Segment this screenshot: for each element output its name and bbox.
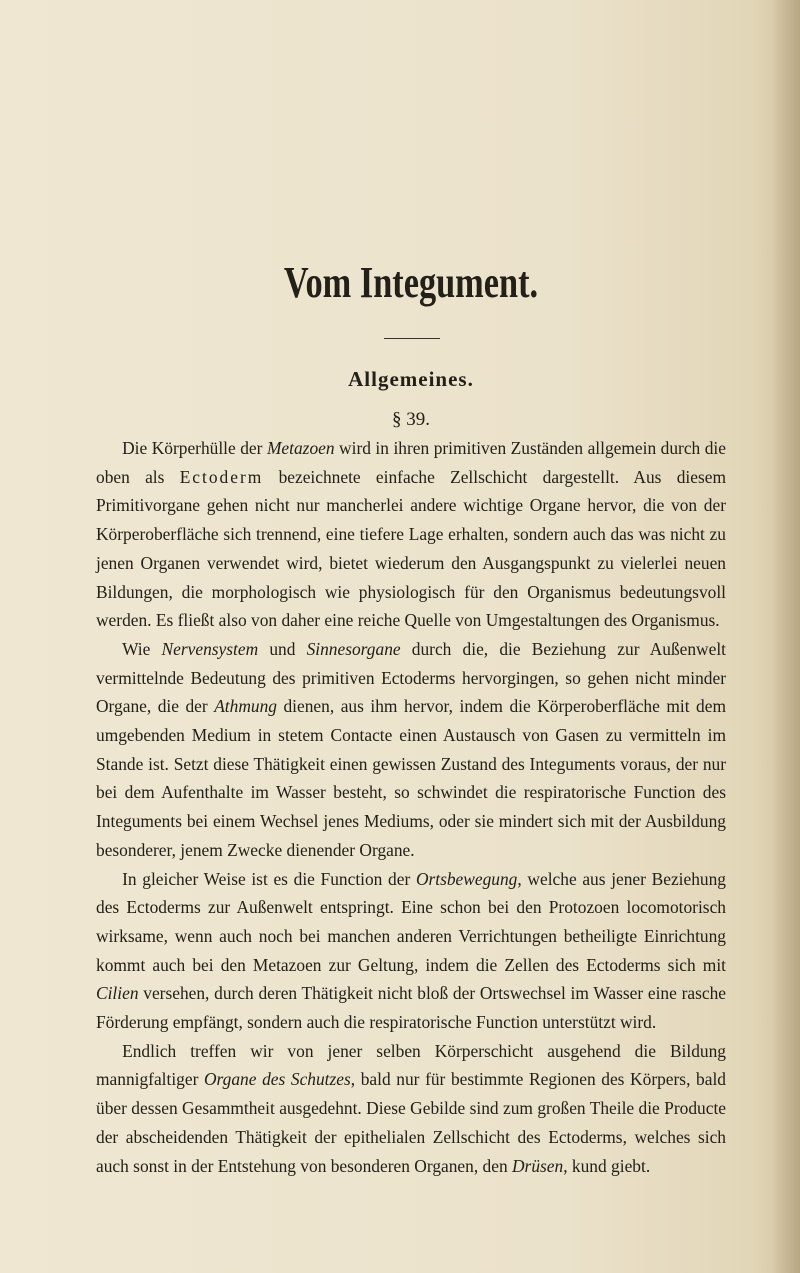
section-heading: Allgemeines. (348, 367, 474, 391)
body-text (96, 434, 726, 1180)
paragraph-2 (96, 635, 726, 865)
text-run: durch die, die Beziehung zur Außenwelt vermittelnde Bedeutung des primitiven Ectoderms hervorgingen, so gehen nicht minder Organe, die der (96, 638, 726, 717)
italic-term: Sinnesorgane (306, 638, 401, 659)
text-run: versehen, durch deren Thätigkeit nicht bloß der Ortswechsel im Wasser eine rasche Förderung empfängt, sondern auch die respiratorische Function unterstützt wird. (96, 983, 726, 1033)
text-run: dienen, aus ihm hervor, indem die Körperoberfläche mit dem umgebenden Medium in stetem Contacte einen Austausch von Gasen zu vermitteln im Stande ist. Setzt diese Thätigkeit einen gewissen Zustand des Integuments voraus, der nur bei dem Aufenthalte im Wasser besteht, so schwindet die respiratorische Function des Integuments bei einem Wechsel jenes Mediums, oder sie mindert sich mit der Ausbildung besonderer, jenem Zwecke dienender Organe. (96, 696, 726, 860)
text-run: wird in ihren primitiven Zuständen allgemein durch die oben als (96, 438, 726, 487)
text-run: Wie (122, 638, 162, 659)
text-run: Endlich treffen wir von jener selben Körperschicht ausgehend die Bildung mannigfaltiger (96, 1040, 726, 1090)
italic-term: Organe des Schutzes (203, 1069, 351, 1090)
paragraph-3 (96, 865, 726, 1037)
text-run: Die Körperhülle der (122, 438, 267, 458)
text-run: bezeichnete einfache Zellschicht dargestellt. Aus diesem Primitivorgane gehen nicht nur mancherlei andere wichtige Organe hervor, die von der Körperoberfläche sich trennend, eine tiefere Lage erhalten, sondern auch das was nicht zu jenen Organen verwendet wird, bietet wiederum den Ausgangspunkt zu vielerlei neuen Bildungen, die morphologisch wie physiologisch für den Organismus bedeutungsvoll werden. Es fließt also von daher eine reiche Quelle von Umgestaltungen des Organismus. (96, 466, 726, 631)
paragraph-number: § 39. (392, 409, 430, 430)
text-run: In gleicher Weise ist es die Function der (122, 868, 416, 889)
page-edge-shadow (772, 0, 800, 1273)
italic-term: Drüsen (512, 1155, 564, 1176)
paragraph-4 (96, 1037, 726, 1181)
paragraph-1 (96, 434, 726, 635)
text-run: und (258, 638, 307, 659)
spaced-term: Ectoderm (179, 466, 264, 487)
chapter-title: Vom Integument. (283, 258, 539, 307)
text-run: , bald nur für bestimmte Regionen des Körpers, bald über dessen Gesammtheit ausgedehnt. Diese Gebilde sind zum großen Theile die Producte der abscheidenden Thätigkeit der epithelialen Zellschicht des Ectoderms, welches sich auch sonst in der Entstehung von besonderen Organen, den (96, 1069, 726, 1176)
italic-term: Metazoen (266, 438, 335, 458)
italic-term: Cilien (96, 983, 139, 1004)
text-run: , welche aus jener Beziehung des Ectoderms zur Außenwelt entspringt. Eine schon bei den Protozoen locomotorisch wirksame, wenn auch noch bei manchen anderen Verrichtungen betheiligte Einrichtung kommt auch bei den Metazoen zur Geltung, indem die Zellen des Ectoderms sich mit (96, 868, 726, 975)
italic-term: Nervensystem (161, 638, 259, 659)
italic-term: Athmung (214, 696, 277, 717)
title-rule (384, 338, 440, 339)
text-run: , kund giebt. (563, 1155, 651, 1176)
italic-term: Ortsbewegung (415, 868, 518, 889)
